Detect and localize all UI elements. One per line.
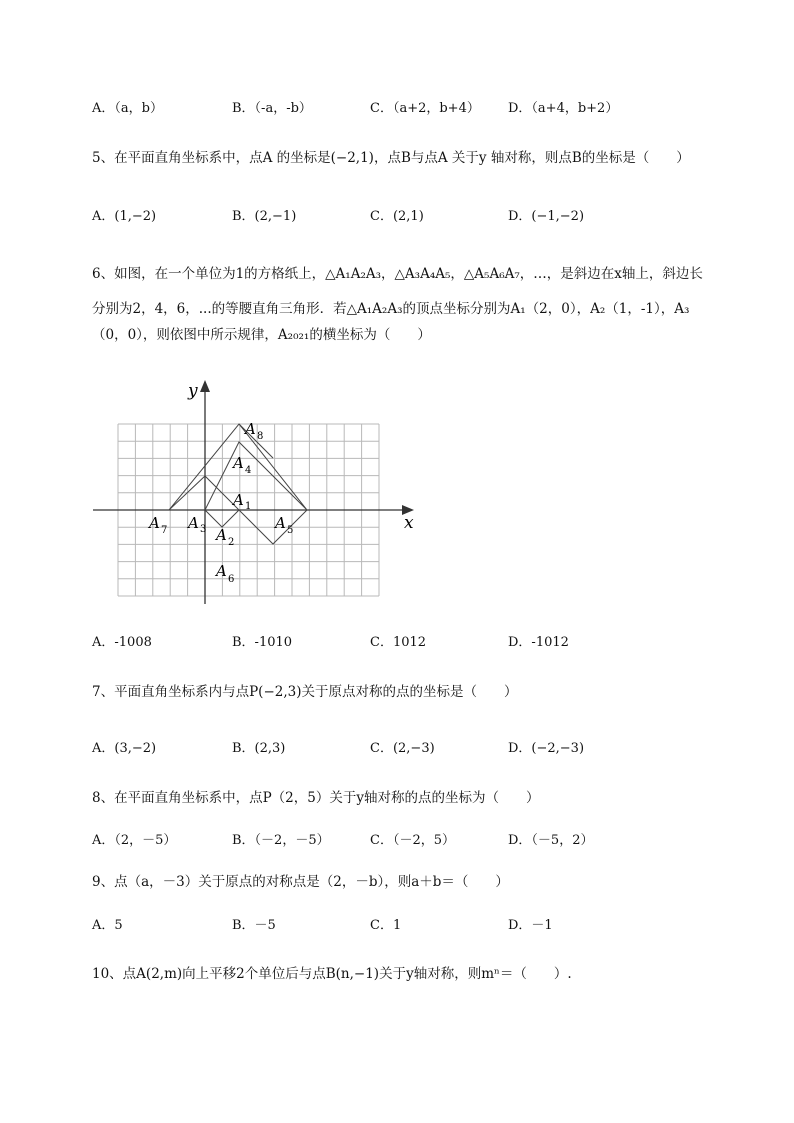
q7-option-b: B．(2,3): [232, 741, 286, 756]
grid-diagram: [88, 368, 428, 608]
q6-option-c: C．1012: [370, 635, 427, 650]
q4-option-b: B．（-a，-b）: [232, 101, 312, 116]
label-a3: A: [188, 514, 199, 532]
label-a4: A: [233, 454, 244, 472]
q4-option-c: C．（a+2，b+4）: [370, 101, 480, 116]
q8-option-b: B．（－2，－5）: [232, 833, 330, 848]
q6-option-d: D．-1012: [508, 635, 569, 650]
label-a5-sub: 5: [287, 525, 294, 536]
label-a1-sub: 1: [245, 501, 252, 512]
label-a2: A: [216, 526, 227, 544]
q8-stem: 8、在平面直角坐标系中，点P（2，5）关于y轴对称的点的坐标为（ ）: [92, 790, 540, 806]
q9-option-c: C．1: [370, 918, 402, 933]
q9-option-b: B．－5: [232, 918, 276, 933]
label-a6-sub: 6: [228, 574, 235, 585]
label-a7: A: [149, 514, 160, 532]
q6-option-a: A．-1008: [92, 635, 152, 650]
label-a6: A: [216, 562, 227, 580]
q5-option-c: C．(2,1): [370, 209, 424, 224]
q8-option-c: C．（－2，5）: [370, 833, 455, 848]
q8-option-a: A．（2，－5）: [92, 833, 177, 848]
q10-stem: 10、点A(2,m)向上平移2个单位后与点B(n,−1)关于y轴对称，则mⁿ＝（ ）.: [92, 966, 572, 982]
q6-stem-line-2: 分别为2，4，6，...的等腰直角三角形．若△A₁A₂A₃的顶点坐标分别为A₁（2，0），A₂（1，-1），A₃: [92, 301, 690, 317]
x-axis-label: x: [404, 513, 414, 533]
label-a8-sub: 8: [257, 431, 264, 442]
q9-stem: 9、点（a，－3）关于原点的对称点是（2，－b），则a＋b＝（ ）: [92, 874, 509, 890]
q5-option-d: D．(−1,−2): [508, 209, 585, 224]
y-axis-arrow: [200, 380, 210, 392]
q5-stem: 5、在平面直角坐标系中，点A 的坐标是(−2,1)，点B与点A 关于y 轴对称，则点B的坐标是（ ）: [92, 150, 690, 166]
q6-stem-line-1: 6、如图，在一个单位为1的方格纸上，△A₁A₂A₃，△A₃A₄A₅，△A₅A₆A₇，…，是斜边在x轴上，斜边长: [92, 266, 703, 282]
q7-option-a: A．(3,−2): [92, 741, 157, 756]
q9-option-d: D．－1: [508, 918, 553, 933]
q6-figure: [88, 368, 428, 608]
y-axis-label: y: [188, 381, 198, 401]
label-a4-sub: 4: [245, 465, 252, 476]
q4-option-d: D．（a+4，b+2）: [508, 101, 619, 116]
label-a5: A: [275, 514, 286, 532]
label-a1: A: [233, 491, 244, 509]
q6-stem-line-3: （0，0），则依图中所示规律，A₂₀₂₁的横坐标为（ ）: [92, 327, 431, 343]
q8-option-d: D．（－5，2）: [508, 833, 594, 848]
q4-option-a: A．（a，b）: [92, 101, 163, 116]
label-a8: A: [245, 420, 256, 438]
q7-option-c: C．(2,−3): [370, 741, 435, 756]
q6-option-b: B．-1010: [232, 635, 293, 650]
q7-stem: 7、平面直角坐标系内与点P(−2,3)关于原点对称的点的坐标是（ ）: [92, 684, 518, 700]
label-a2-sub: 2: [228, 537, 235, 548]
q5-option-b: B．(2,−1): [232, 209, 297, 224]
q9-option-a: A．5: [92, 918, 123, 933]
label-a3-sub: 3: [200, 524, 207, 535]
q7-option-d: D．(−2,−3): [508, 741, 585, 756]
label-a7-sub: 7: [161, 525, 168, 536]
q5-option-a: A．(1,−2): [92, 209, 157, 224]
